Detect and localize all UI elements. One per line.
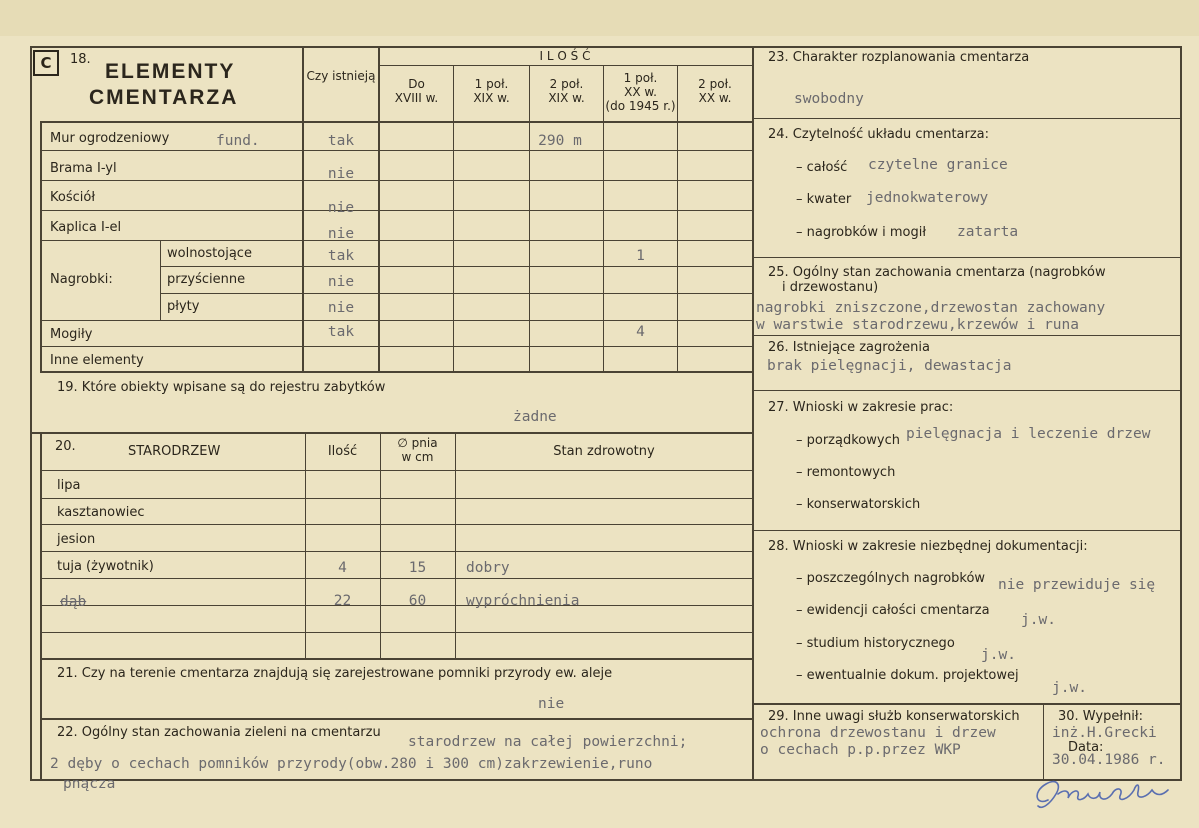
row-value-mur: 290 m: [538, 133, 582, 149]
col-exists-header: Czy istnieją: [306, 69, 376, 83]
s27-value-porzadkowych: pielęgnacja i leczenie drzew: [906, 426, 1151, 442]
s26-question: 26. Istniejące zagrożenia: [768, 340, 930, 355]
s19-question: 19. Które obiekty wpisane są do rejestru zabytków: [57, 380, 386, 395]
row-value-wolnostojace: 1: [636, 248, 645, 264]
s18-vline-6: [677, 65, 678, 371]
s25-line-2: w warstwie starodrzewu,krzewów i runa: [756, 317, 1080, 333]
period-5-l2: XX w.: [698, 90, 732, 105]
section-letter: C: [33, 50, 59, 76]
s27-label-remontowych: – remontowych: [796, 465, 896, 480]
row-exists-kosciol: nie: [327, 200, 355, 216]
s22-line-2: 2 dęby o cechach pomników przyrody(obw.280 i 300 cm)zakrzewienie,runo: [50, 756, 653, 772]
row-label-wolnostojace: wolnostojące: [167, 246, 252, 261]
row-label-plyty: płyty: [167, 299, 200, 314]
s24-value-calosc: czytelne granice: [868, 157, 1008, 173]
s28-value-2: j.w.: [1021, 612, 1056, 628]
s22-line-1: starodrzew na całej powierzchni;: [408, 734, 688, 750]
s29-line-1: ochrona drzewostanu i drzew: [760, 725, 996, 741]
period-4-l1: 1 poł.: [623, 71, 658, 85]
s19-answer: żadne: [513, 409, 557, 425]
s28-label-2: – ewidencji całości cmentarza: [796, 603, 990, 618]
s20-number: 20.: [55, 439, 76, 454]
s20-col-diam-2: w cm: [401, 449, 434, 464]
s24-label-nagrobkow: – nagrobków i mogił: [796, 225, 927, 240]
period-1-l2: XVIII w.: [394, 90, 439, 105]
tree-name-kasztanowiec: kasztanowiec: [57, 505, 145, 520]
frame-middle: [752, 46, 754, 781]
tree-count-tuja: 4: [338, 560, 347, 576]
row-exists-mogily: tak: [327, 324, 355, 340]
tree-name-lipa: lipa: [57, 478, 81, 493]
signature-image: [1028, 770, 1188, 815]
top-edge: [0, 0, 1199, 36]
row-label-mogily: Mogiły: [50, 327, 93, 342]
tree-diam-tuja: 15: [408, 560, 427, 576]
s30-filled-label: 30. Wypełnił:: [1058, 709, 1143, 724]
row-exists-wolnostojace: tak: [327, 248, 355, 264]
row-label-kaplica: Kaplica I-el: [50, 220, 122, 235]
row-exists-brama: nie: [327, 166, 355, 182]
s18-number: 18.: [70, 52, 91, 67]
row-label-inne: Inne elementy: [50, 353, 144, 368]
row-label-brama: Brama I-yl: [50, 161, 117, 176]
row-label-mur: Mur ogrodzeniowy: [50, 131, 170, 146]
s28-value-3: j.w.: [981, 647, 1016, 663]
s20-title: STARODRZEW: [128, 444, 221, 459]
tree-name-tuja: tuja (żywotnik): [57, 559, 154, 574]
s28-value-4: j.w.: [1052, 680, 1087, 696]
s28-label-3: – studium historycznego: [796, 636, 955, 651]
s18-left-inner: [40, 123, 42, 371]
ilosc-underline: [378, 65, 752, 66]
s24-value-nagrobkow: zatarta: [957, 224, 1019, 240]
nagrobki-label: Nagrobki:: [50, 272, 113, 287]
period-4-l2: XX w.: [624, 84, 657, 99]
period-4-l3: (do 1945 r.): [605, 98, 676, 113]
s24-label-kwater: – kwater: [796, 192, 852, 207]
row-value-mogily: 4: [636, 324, 645, 340]
tree-health-tuja: dobry: [466, 560, 510, 576]
row-note-mur: fund.: [216, 133, 260, 149]
row-label-przyscienne: przyścienne: [167, 272, 246, 287]
s25-question-2: i drzewostanu): [782, 280, 879, 295]
row-exists-kaplica: nie: [327, 226, 355, 242]
s25-question-1: 25. Ogólny stan zachowania cmentarza (nagrobków: [768, 265, 1106, 280]
s30-date-label: Data:: [1068, 740, 1104, 755]
row-label-kosciol: Kościół: [50, 190, 96, 205]
s28-value-1: nie przewiduje się: [998, 577, 1156, 593]
s18-vline-3: [453, 65, 454, 371]
s28-label-4: – ewentualnie dokum. projektowej: [796, 668, 1019, 683]
s24-question: 24. Czytelność układu cmentarza:: [768, 127, 990, 142]
s18-title-2: CMENTARZA: [89, 86, 239, 109]
s19-bottom: [30, 432, 752, 434]
period-3-l1: 2 poł.: [549, 77, 584, 91]
s23-question: 23. Charakter rozplanowania cmentarza: [768, 50, 1030, 65]
s18-title-1: ELEMENTY: [105, 60, 236, 83]
s23-answer: swobodny: [794, 91, 864, 107]
tree-name-dab: dąb: [60, 594, 87, 610]
tree-count-dab: 22: [333, 593, 352, 609]
s28-question: 28. Wnioski w zakresie niezbędnej dokumentacji:: [768, 539, 1088, 554]
row-exists-mur: tak: [327, 133, 355, 149]
frame-top: [30, 46, 1182, 48]
frame-left: [30, 46, 32, 781]
s18-header-bottom: [40, 121, 752, 123]
ilosc-header: I L O Ś Ć: [539, 49, 591, 63]
s26-answer: brak pielęgnacji, dewastacja: [767, 358, 1012, 374]
s18-vline-4: [529, 65, 530, 371]
s28-label-1: – poszczególnych nagrobków: [796, 571, 986, 586]
s20-col-health: Stan zdrowotny: [553, 444, 655, 459]
s29-question: 29. Inne uwagi służb konserwatorskich: [768, 709, 1020, 724]
s30-date: 30.04.1986 r.: [1052, 752, 1166, 768]
period-2-l2: XIX w.: [473, 90, 510, 105]
s25-line-1: nagrobki zniszczone,drzewostan zachowany: [756, 300, 1106, 316]
tree-diam-dab: 60: [408, 593, 427, 609]
row-exists-przyscienne: nie: [327, 274, 355, 290]
row-exists-plyty: nie: [327, 300, 355, 316]
s21-answer: nie: [538, 696, 565, 712]
s21-question: 21. Czy na terenie cmentarza znajdują się zarejestrowane pomniki przyrody ew. aleje: [57, 666, 613, 681]
s27-label-konserwatorskich: – konserwatorskich: [796, 497, 921, 512]
nagrobki-sub-line: [160, 240, 161, 320]
period-1-l1: Do: [408, 77, 425, 91]
s27-label-porzadkowych: – porządkowych: [796, 433, 900, 448]
s20-col-count: Ilość: [327, 444, 358, 459]
s29-line-2: o cechach p.p.przez WKP: [760, 742, 961, 758]
s27-question: 27. Wnioski w zakresie prac:: [768, 400, 954, 415]
s22-line-3: pnącza: [63, 776, 116, 792]
s24-label-calosc: – całość: [796, 160, 848, 175]
period-5-l1: 2 poł.: [698, 77, 732, 91]
s20-col-diam-1: ∅ pnia: [397, 436, 438, 450]
period-2-l1: 1 poł.: [474, 77, 509, 91]
s30-filled-by: inż.H.Grecki: [1052, 725, 1157, 741]
tree-health-dab: wypróchnienia: [466, 593, 580, 609]
tree-name-jesion: jesion: [57, 532, 96, 547]
s24-value-kwater: jednokwaterowy: [866, 190, 989, 206]
period-3-l2: XIX w.: [548, 90, 585, 105]
frame-right: [1180, 46, 1182, 781]
s22-question: 22. Ogólny stan zachowania zieleni na cmentarzu: [57, 725, 381, 740]
